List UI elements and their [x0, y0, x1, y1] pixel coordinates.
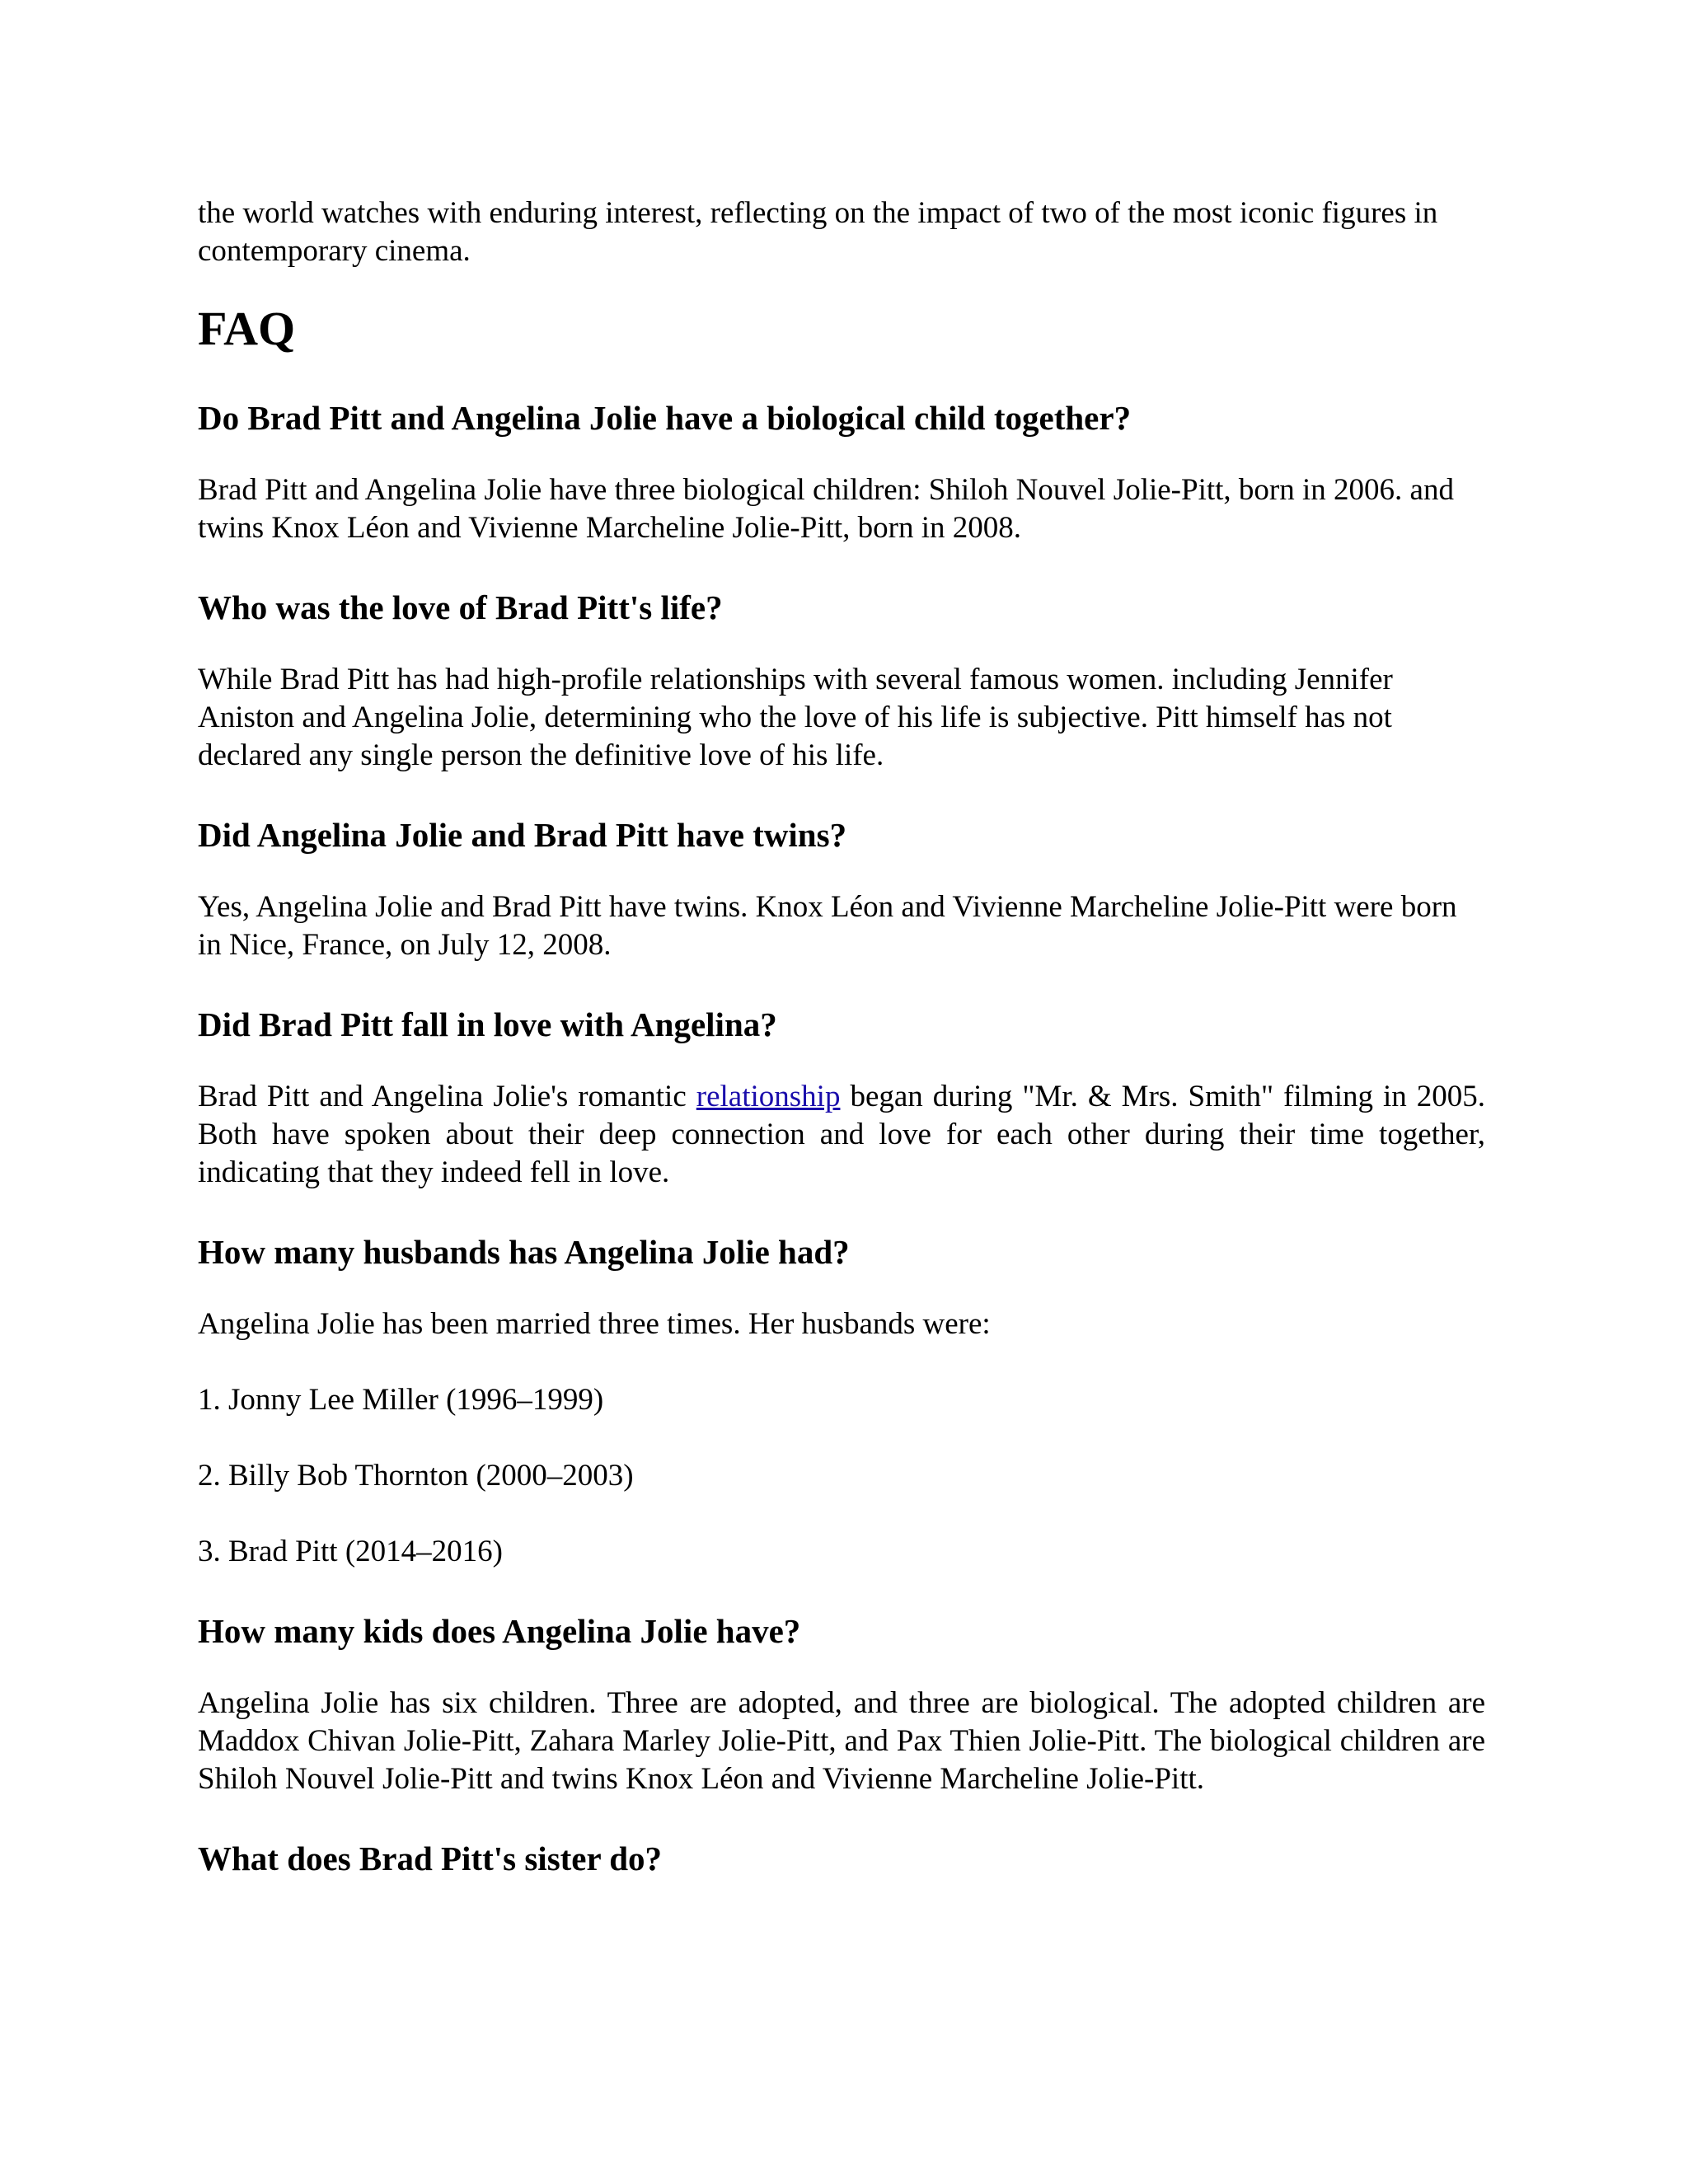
faq-answer-twins: Yes, Angelina Jolie and Brad Pitt have twins. Knox Léon and Vivienne Marcheline Jolie-Pitt were born in Nice, France, on July 12, 2008. — [198, 890, 1457, 962]
faq-answer-love-of-life: While Brad Pitt has had high-profile relationships with several famous women. including Jennifer Aniston and Angelina Jolie, determining who the love of his life is subjective. Pitt himself has not declared any single person the definitive love of his life. — [198, 663, 1393, 772]
faq-answer-fall-in-love — [198, 1078, 1485, 1192]
faq-question-biological-child: Do Brad Pitt and Angelina Jolie have a biological child together? — [198, 399, 1132, 437]
faq-question-twins: Did Angelina Jolie and Brad Pitt have twins? — [198, 816, 847, 854]
faq-question-fall-in-love: Did Brad Pitt fall in love with Angelina? — [198, 1005, 777, 1043]
relationship-link[interactable]: relationship — [696, 1080, 841, 1113]
husband-list-item: 2. Billy Bob Thornton (2000–2003) — [198, 1459, 634, 1493]
faq-question-kids: How many kids does Angelina Jolie have? — [198, 1612, 801, 1650]
answer-text-after-link: began during "Mr. & Mrs. Smith" filming in 2005. Both have spoken about their deep connection and love for each other during their time together, indicating that they indeed fell in love. — [198, 1080, 1486, 1189]
intro-paragraph: the world watches with enduring interest, reflecting on the impact of two of the most iconic figures in contemporary cinema. — [198, 196, 1438, 268]
faq-answer-biological-child: Brad Pitt and Angelina Jolie have three biological children: Shiloh Nouvel Jolie-Pitt, born in 2006. and twins Knox Léon and Vivienne Marcheline Jolie-Pitt, born in 2008. — [198, 473, 1454, 545]
husband-list-item: 3. Brad Pitt (2014–2016) — [198, 1535, 503, 1568]
faq-question-love-of-life: Who was the love of Brad Pitt's life? — [198, 588, 723, 626]
faq-question-husbands: How many husbands has Angelina Jolie had? — [198, 1233, 850, 1271]
husband-list-item: 1. Jonny Lee Miller (1996–1999) — [198, 1383, 604, 1417]
faq-question-sister: What does Brad Pitt's sister do? — [198, 1840, 663, 1877]
faq-answer-kids: Angelina Jolie has six children. Three are adopted, and three are biological. The adopted children are Maddox Chivan Jolie-Pitt, Zahara Marley Jolie-Pitt, and Pax Thien Jolie-Pitt. The biological children are Shiloh Nouvel Jolie-Pitt and twins Knox Léon and Vivienne Marcheline Jolie-Pitt. — [198, 1686, 1485, 1796]
answer-text-before-link: Brad Pitt and Angelina Jolie's romantic — [198, 1080, 696, 1113]
faq-heading: FAQ — [198, 302, 296, 355]
faq-answer-husbands: Angelina Jolie has been married three times. Her husbands were: — [198, 1307, 991, 1341]
document-page — [198, 194, 1485, 1879]
